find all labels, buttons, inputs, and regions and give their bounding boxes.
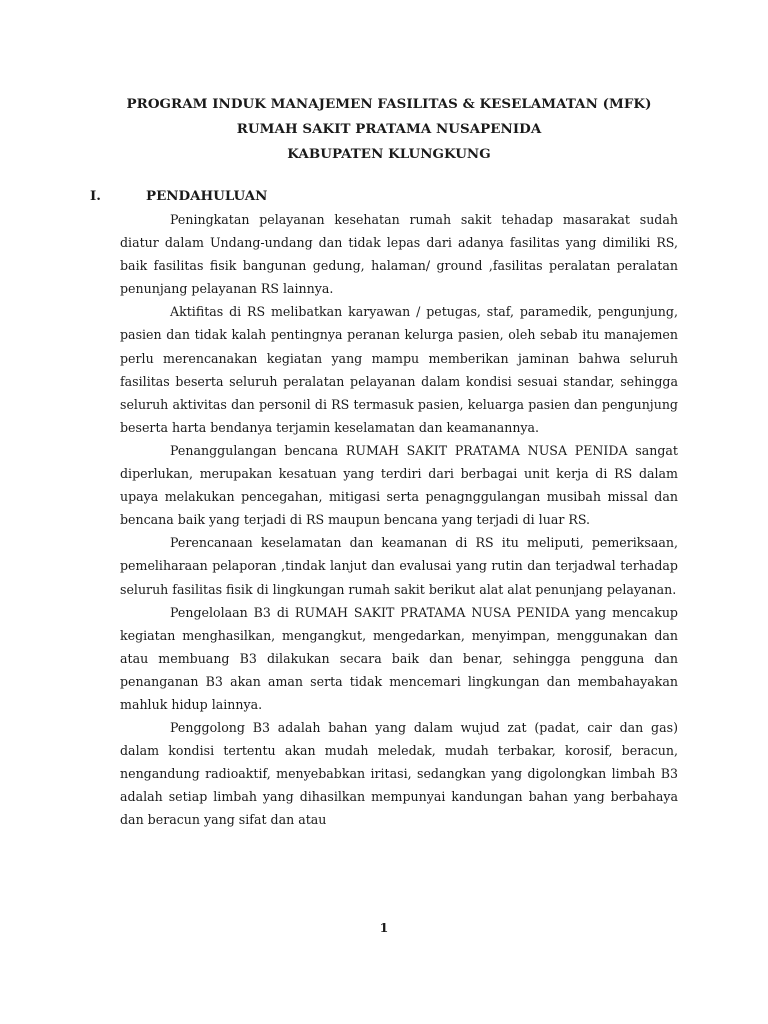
title-line-regency: KABUPATEN KLUNGKUNG	[287, 146, 491, 162]
paragraph-disaster: Penanggulangan bencana RUMAH SAKIT PRATAMA NUSA PENIDA sangat diperlukan, merupakan kesatuan yang terdiri dari berbagai unit kerja di RS dalam upaya melakukan pencegahan, mitigasi serta penagnggulangan musibah missal dan bencana baik yang terjadi di RS maupun bencana yang terjadi di luar RS.	[120, 442, 678, 528]
page-number: 1	[379, 920, 389, 935]
section-number: I.	[90, 188, 101, 204]
paragraph-b3-management: Pengelolaan B3 di RUMAH SAKIT PRATAMA NUSA PENIDA yang mencakup kegiatan menghasilkan, mengangkut, mengedarkan, menyimpan, menggunakan dan atau membuang B3 dilakukan secara baik dan benar, sehingga pengguna dan penanganan B3 akan aman serta tidak mencemari lingkungan dan membahayakan mahluk hidup lainnya.	[120, 604, 678, 712]
body-text	[120, 208, 678, 832]
paragraph-planning: Perencanaan keselamatan dan keamanan di RS itu meliputi, pemeriksaan, pemeliharaan pelaporan ,tindak lanjut dan evalusai yang rutin dan terjadwal terhadap seluruh fasilitas fisik di lingkungan rumah sakit berikut alat alat penunjang pelayanan.	[120, 535, 678, 597]
paragraph-activities: Aktifitas di RS melibatkan karyawan / petugas, staf, paramedik, pengunjung, pasien dan tidak kalah pentingnya peranan kelurga pasien, oleh sebab itu manajemen perlu merencanakan kegiatan yang mampu memberikan jaminan bahwa seluruh fasilitas beserta seluruh peralatan pelayanan dalam kondisi sesuai standar, sehingga seluruh aktivitas dan personil di RS termasuk pasien, keluarga pasien dan pengunjung beserta harta bendanya terjamin keselamatan dan keamanannya.	[120, 304, 678, 435]
title-line-hospital: RUMAH SAKIT PRATAMA NUSAPENIDA	[236, 121, 542, 137]
paragraph-introduction: Peningkatan pelayanan kesehatan rumah sakit tehadap masarakat sudah diatur dalam Undang-undang dan tidak lepas dari adanya fasilitas yang dimiliki RS, baik fasilitas fisik bangunan gedung, halaman/ ground ,fasilitas peralatan peralatan penunjang pelayanan RS lainnya.	[120, 212, 678, 297]
document-title	[0, 92, 768, 167]
section-heading	[90, 188, 267, 204]
paragraph-b3-classification: Penggolong B3 adalah bahan yang dalam wujud zat (padat, cair dan gas) dalam kondisi tertentu akan mudah meledak, mudah terbakar, korosif, beracun, nengandung radioaktif, menyebabkan iritasi, sedangkan yang digolongkan limbah B3 adalah setiap limbah yang dihasilkan mempunyai kandungan bahan yang berbahaya dan beracun yang sifat dan atau	[120, 720, 678, 828]
section-title: PENDAHULUAN	[146, 188, 268, 204]
title-line-program: PROGRAM INDUK MANAJEMEN FASILITAS & KESELAMATAN (MFK)	[126, 96, 652, 112]
